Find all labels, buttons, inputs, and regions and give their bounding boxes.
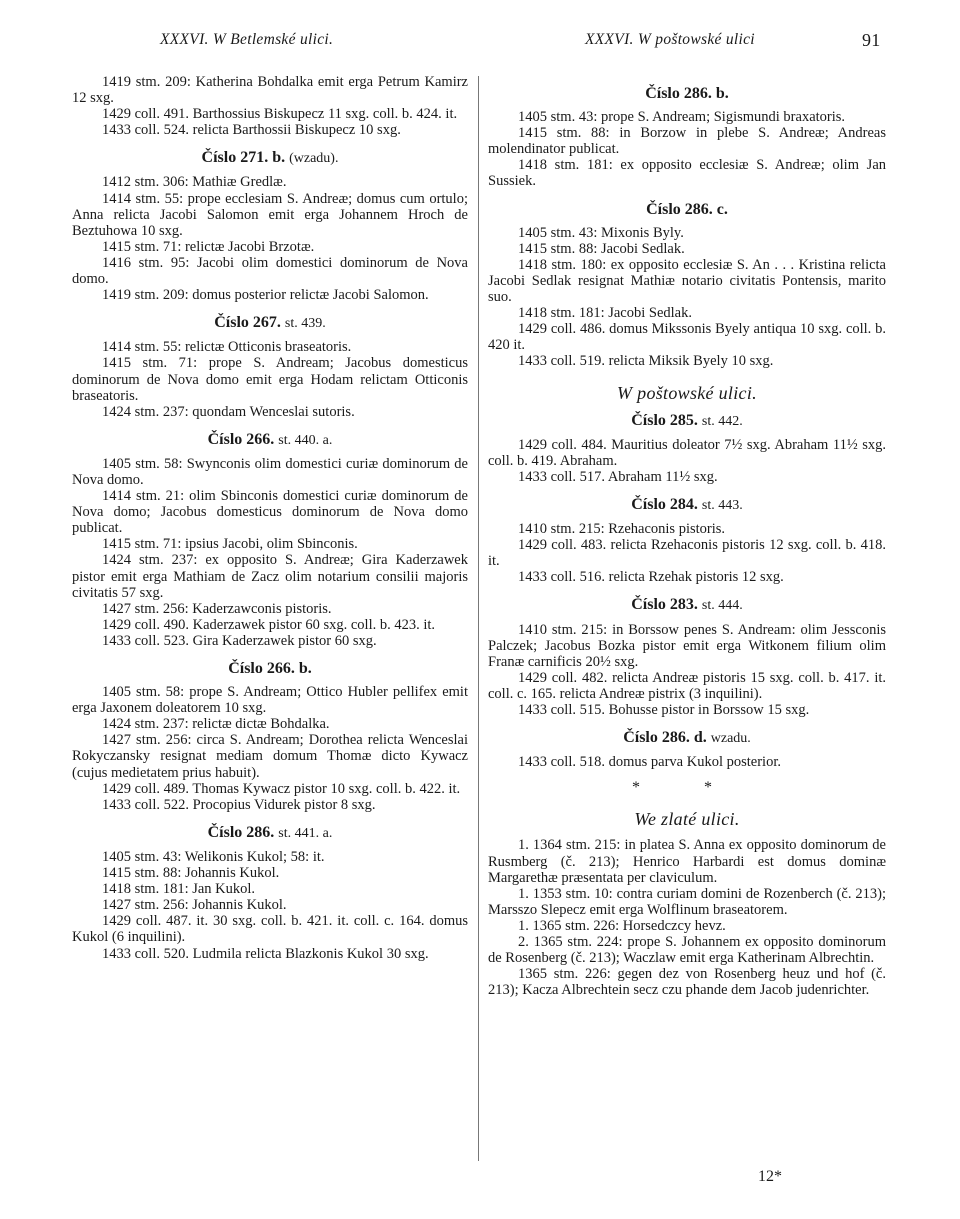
record-entry: 1433 coll. 515. Bohusse pistor in Borssow 15 sxg.	[518, 702, 810, 718]
record-entry: 1418 stm. 181: ex opposito ecclesiæ S. Andreæ; olim Jan Sussiek.	[488, 157, 886, 190]
record-entry: 1429 coll. 487. it. 30 sxg. coll. b. 421. it. coll. c. 164. domus Kukol (6 inquilini).	[72, 913, 468, 946]
record-entry: 2. 1365 stm. 224: prope S. Johannem ex opposito dominorum de Rosenberg (č. 213); Waczlaw emit erga Katherinam Albrechtin.	[488, 934, 886, 967]
section-heading	[488, 597, 886, 614]
record-entry: 1415 stm. 71: relictæ Jacobi Brzotæ.	[102, 238, 315, 255]
section-note: st. 441. a.	[278, 825, 333, 841]
section-number: Číslo 284.	[631, 495, 698, 513]
section-heading	[488, 202, 886, 218]
signature-mark: 12*	[758, 1168, 782, 1185]
section-number: Číslo 271. b.	[201, 149, 286, 167]
record-entry: 1433 coll. 519. relicta Miksik Byely 10 sxg.	[518, 353, 774, 370]
section-number: Číslo 286. b.	[645, 85, 729, 102]
section-note: (wzadu).	[289, 151, 339, 167]
record-entry: 1410 stm. 215: in Borssow penes S. Andream: olim Jessconis Palczek; Jacobus Bozka pistor emit erga Witkonem filium olim Franæ carnificis 20½ sxg.	[488, 621, 886, 670]
header-left: XXXVI. W Betlemské ulici.	[160, 31, 334, 48]
record-entry: 1414 stm. 55: relictæ Otticonis braseatoris.	[102, 339, 352, 356]
section-heading	[72, 825, 468, 842]
record-entry: 1415 stm. 71: ipsius Jacobi, olim Sbinconis.	[102, 536, 358, 553]
record-entry: 1414 stm. 55: prope ecclesiam S. Andreæ; domus cum ortulo; Anna relicta Jacobi Salomon emit erga Johannem Hroch de Beztuhowa 10 sxg.	[72, 190, 468, 239]
column-divider	[478, 76, 479, 1161]
section-number: Číslo 266. b.	[228, 660, 312, 677]
record-entry: 1416 stm. 95: Jacobi olim domestici dominorum de Nova domo.	[72, 254, 468, 288]
record-entry: 1429 coll. 482. relicta Andreæ pistoris 15 sxg. coll. b. 417. it. coll. c. 165. relicta Andreæ pistrix (3 inquilini).	[488, 669, 886, 702]
section-note: st. 439.	[284, 316, 326, 332]
record-entry: 1433 coll. 523. Gira Kaderzawek pistor 60 sxg.	[102, 632, 377, 649]
section-note: wzadu.	[710, 731, 751, 747]
record-entry: 1427 stm. 256: Johannis Kukol.	[102, 897, 287, 914]
section-note: st. 444.	[701, 598, 743, 614]
section-heading	[72, 661, 468, 677]
section-number: Číslo 286.	[207, 823, 275, 841]
record-entry: 1365 stm. 226: gegen dez von Rosenberg heuz und hof (č. 213); Kacza Albrechtein secz czu phande dem Jacob judenrichter.	[488, 966, 886, 999]
record-entry: 1429 coll. 489. Thomas Kywacz pistor 10 sxg. coll. b. 422. it.	[102, 780, 461, 797]
record-entry: 1424 stm. 237: quondam Wenceslai sutoris.	[102, 403, 355, 420]
record-entry: 1424 stm. 237: ex opposito S. Andreæ; Gira Kaderzawek pistor emit erga Mathiam de Zacz olim notarium consilii majoris civitatis 57 sxg.	[72, 552, 468, 601]
record-entry: 1405 stm. 58: Swynconis olim domestici curiæ dominorum de Nova domo.	[72, 455, 468, 488]
section-heading	[488, 497, 886, 514]
record-entry: 1433 coll. 522. Procopius Vidurek pistor 8 sxg.	[102, 796, 376, 813]
record-entry: 1418 stm. 181: Jan Kukol.	[102, 881, 256, 898]
record-entry: 1405 stm. 58: prope S. Andream; Ottico Hubler pellifex emit erga Jaxonem doleatorem 10 sxg.	[72, 684, 468, 717]
section-heading	[72, 315, 468, 332]
section-number: Číslo 286. d.	[623, 729, 707, 747]
record-entry: 1429 coll. 491. Barthossius Biskupecz 11 sxg. coll. b. 424. it.	[102, 106, 458, 123]
running-header	[0, 31, 960, 57]
separator-asterisks: * *	[632, 779, 742, 797]
record-entry: 1433 coll. 520. Ludmila relicta Blazkonis Kukol 30 sxg.	[102, 945, 429, 962]
record-entry: 1419 stm. 209: domus posterior relictæ Jacobi Salomon.	[102, 287, 429, 304]
record-entry: 1429 coll. 483. relicta Rzehaconis pistoris 12 sxg. coll. b. 418. it.	[488, 537, 886, 570]
section-number: Číslo 285.	[631, 411, 698, 429]
record-entry: 1427 stm. 256: circa S. Andream; Dorothea relicta Wenceslai Rokyczansky resignat mediam domum Thomæ dicto Kywacz (cujus medietatem prius habuit).	[72, 732, 468, 781]
section-note: st. 442.	[701, 413, 743, 429]
section-heading	[72, 150, 468, 167]
record-entry: 1433 coll. 516. relicta Rzehak pistoris 12 sxg.	[518, 569, 784, 586]
record-entry: 1429 coll. 490. Kaderzawek pistor 60 sxg. coll. b. 423. it.	[102, 616, 436, 633]
record-entry: 1. 1364 stm. 215: in platea S. Anna ex opposito dominorum de Rusmberg (č. 213); Henrico Harbardi est domus dominæ Margarethæ præsentata per claviculum.	[488, 837, 886, 886]
section-heading	[488, 413, 886, 430]
record-entry: 1429 coll. 486. domus Mikssonis Byely antiqua 10 sxg. coll. b. 420 it.	[488, 321, 886, 354]
right-column	[488, 74, 886, 998]
street-heading: W poštowské ulici.	[617, 382, 757, 403]
section-note: st. 443.	[701, 497, 743, 513]
record-entry: 1405 stm. 43: Mixonis Byly.	[518, 224, 684, 241]
record-entry: 1424 stm. 237: relictæ dictæ Bohdalka.	[102, 716, 330, 733]
record-entry: 1415 stm. 88: Johannis Kukol.	[102, 865, 280, 882]
section-note: st. 440. a.	[278, 432, 333, 448]
section-heading	[72, 432, 468, 449]
record-entry: 1. 1353 stm. 10: contra curiam domini de Rozenberch (č. 213); Marsszo Slepecz emit erga Wolflinum braseatorem.	[488, 885, 886, 918]
record-entry: 1410 stm. 215: Rzehaconis pistoris.	[518, 521, 726, 538]
section-number: Číslo 267.	[214, 314, 281, 332]
record-entry: 1415 stm. 88: Jacobi Sedlak.	[518, 240, 685, 257]
section-number: Číslo 286. c.	[646, 200, 728, 218]
section-heading	[488, 86, 886, 102]
record-entry: 1405 stm. 43: prope S. Andream; Sigismundi braxatoris.	[518, 109, 846, 126]
section-heading	[488, 730, 886, 747]
record-entry: 1412 stm. 306: Mathiæ Gredlæ.	[102, 174, 287, 191]
section-number: Číslo 283.	[631, 596, 698, 614]
record-entry: 1414 stm. 21: olim Sbinconis domestici curiæ dominorum de Nova domo; Jacobus domesticus dominorum de Nova domo publicat.	[72, 488, 468, 537]
record-entry: 1429 coll. 484. Mauritius doleator 7½ sxg. Abraham 11½ sxg. coll. b. 419. Abraham.	[488, 436, 886, 469]
record-entry: 1433 coll. 517. Abraham 11½ sxg.	[518, 468, 718, 485]
record-entry: 1419 stm. 209: Katherina Bohdalka emit erga Petrum Kamirz 12 sxg.	[72, 74, 468, 107]
record-entry: 1427 stm. 256: Kaderzawconis pistoris.	[102, 600, 332, 617]
record-entry: 1418 stm. 181: Jacobi Sedlak.	[518, 305, 692, 322]
header-right: XXXVI. W poštowské ulici	[585, 31, 755, 48]
record-entry: 1418 stm. 180: ex opposito ecclesiæ S. An . . . Kristina relicta Jacobi Sedlak resignat Mathiæ notario civitatis Pontensis, marito suo.	[488, 256, 886, 306]
section-number: Číslo 266.	[207, 430, 275, 448]
record-entry: 1. 1365 stm. 226: Horsedczcy hevz.	[518, 917, 726, 934]
left-column	[72, 74, 468, 962]
record-entry: 1405 stm. 43: Welikonis Kukol; 58: it.	[102, 848, 325, 865]
record-entry: 1415 stm. 71: prope S. Andream; Jacobus domesticus dominorum de Nova domo emit erga Hodam relictam Otticonis braseatoris.	[72, 355, 468, 404]
page-number: 91	[862, 30, 881, 50]
record-entry: 1433 coll. 518. domus parva Kukol posterior.	[518, 754, 781, 771]
street-heading: We zlaté ulici.	[634, 809, 740, 830]
record-entry: 1415 stm. 88: in Borzow in plebe S. Andreæ; Andreas molendinator publicat.	[488, 125, 886, 158]
record-entry: 1433 coll. 524. relicta Barthossii Biskupecz 10 sxg.	[102, 122, 401, 139]
